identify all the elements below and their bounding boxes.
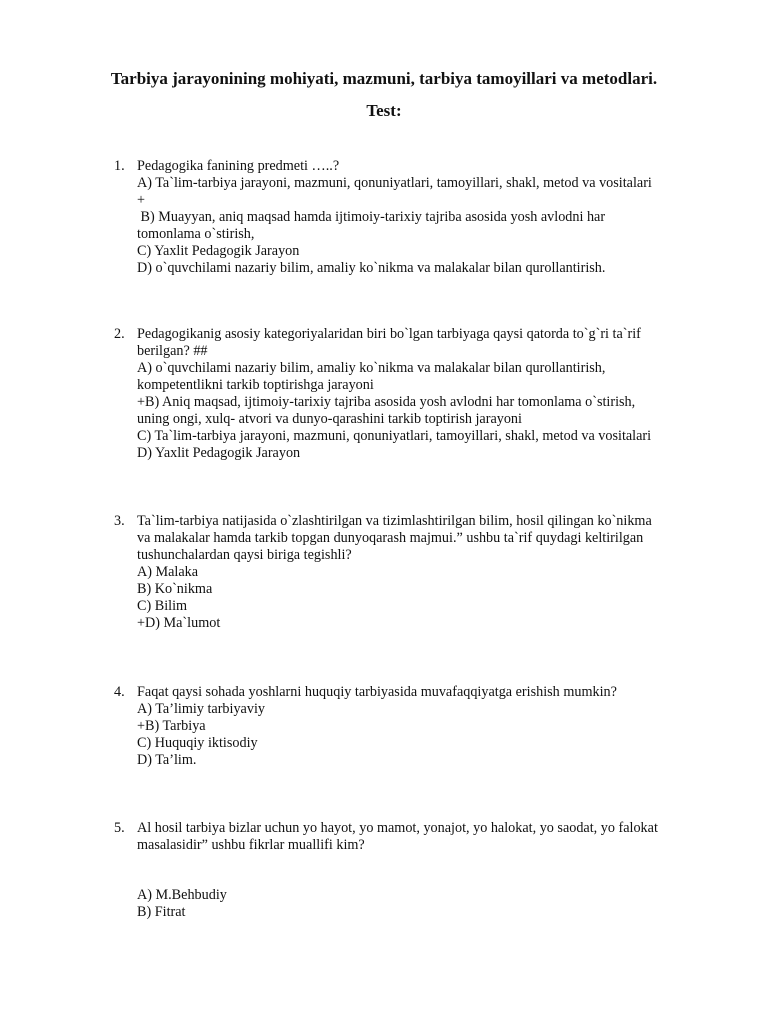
question-number: 3. <box>114 513 125 529</box>
document-subtitle: Test: <box>366 101 402 120</box>
question-text: Ta`lim-tarbiya natijasida o`zlashtirilgan va tizimlashtirilgan bilim, hosil qilingan ko`nikma <box>137 513 652 529</box>
question-line: C) Ta`lim-tarbiya jarayoni, mazmuni, qonuniyatlari, tamoyillari, shakl, metod va vositalari <box>137 428 652 444</box>
question-line: B) Muayyan, aniq maqsad hamda ijtimoiy-tarixiy tajriba asosida yosh avlodni har <box>137 209 606 225</box>
question-line: tushunchalardan qaysi biriga tegishli? <box>137 547 352 563</box>
question-line: D) Yaxlit Pedagogik Jarayon <box>137 445 301 461</box>
question-3 <box>114 513 714 632</box>
question-line: D) Ta’lim. <box>137 752 197 768</box>
question-body <box>137 684 714 769</box>
question-line: C) Huquqiy iktisodiy <box>137 735 258 751</box>
question-line: kompetentlikni tarkib toptirishga jarayoni <box>137 377 374 393</box>
question-line: masalasidir” ushbu fikrlar muallifi kim? <box>137 837 365 853</box>
question-line: va malakalar hamda tarkib topgan dunyoqarash majmui.” ushbu ta`rif quydagi keltirilgan <box>137 530 644 546</box>
answer-option: B) Fitrat <box>137 904 186 920</box>
question-text: Pedagogikanig asosiy kategoriyalaridan biri bo`lgan tarbiyaga qaysi qatorda to`g`ri ta`rif <box>137 326 641 342</box>
spacer <box>137 854 714 887</box>
question-line: A) Ta`lim-tarbiya jarayoni, mazmuni, qonuniyatlari, tamoyillari, shakl, metod va vositalari <box>137 175 652 191</box>
question-line: tomonlama o`stirish, <box>137 226 255 242</box>
question-line: +B) Aniq maqsad, ijtimoiy-tarixiy tajriba asosida yosh avlodni har tomonlama o`stirish, <box>137 394 636 410</box>
question-line: B) Ko`nikma <box>137 581 213 597</box>
question-line: +B) Tarbiya <box>137 718 206 734</box>
question-text: Faqat qaysi sohada yoshlarni huquqiy tarbiyasida muvafaqqiyatga erishish mumkin? <box>137 684 617 700</box>
question-4 <box>114 684 714 769</box>
question-text: Al hosil tarbiya bizlar uchun yo hayot, yo mamot, yonajot, yo halokat, yo saodat, yo falokat <box>137 820 658 836</box>
question-body <box>137 513 714 632</box>
question-line: C) Bilim <box>137 598 188 614</box>
question-number: 5. <box>114 820 125 836</box>
question-5 <box>114 820 714 921</box>
question-text: Pedagogika fanining predmeti …..? <box>137 158 340 174</box>
question-line: uning ongi, xulq- atvori va dunyo-qarashini tarkib toptirish jarayoni <box>137 411 522 427</box>
question-2 <box>114 326 714 462</box>
question-line: A) Ta’limiy tarbiyaviy <box>137 701 265 717</box>
question-line: C) Yaxlit Pedagogik Jarayon <box>137 243 300 259</box>
document-title: Tarbiya jarayonining mohiyati, mazmuni, tarbiya tamoyillari va metodlari. <box>110 69 658 88</box>
question-number: 2. <box>114 326 125 342</box>
question-line: berilgan? ## <box>137 343 208 359</box>
question-number: 1. <box>114 158 125 174</box>
answer-option: A) M.Behbudiy <box>137 887 227 903</box>
question-line: +D) Ma`lumot <box>137 615 221 631</box>
question-line: A) o`quvchilami nazariy bilim, amaliy ko`nikma va malakalar bilan qurollantirish, <box>137 360 606 376</box>
question-1 <box>114 158 714 277</box>
question-line: D) o`quvchilami nazariy bilim, amaliy ko`nikma va malakalar bilan qurollantirish. <box>137 260 606 276</box>
question-line: + <box>137 192 146 208</box>
question-body <box>137 326 714 462</box>
question-line: A) Malaka <box>137 564 199 580</box>
question-body <box>137 820 714 921</box>
question-body <box>137 158 714 277</box>
question-number: 4. <box>114 684 125 700</box>
